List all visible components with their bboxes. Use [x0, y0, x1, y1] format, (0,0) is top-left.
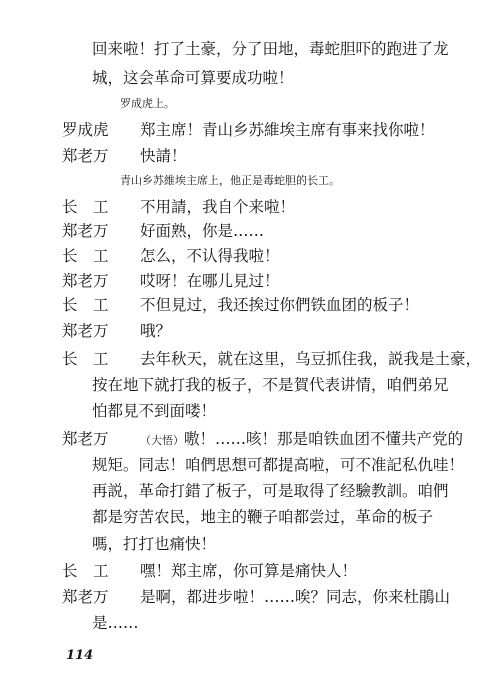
- dialog-text: 哎呀！在哪儿見过！: [140, 272, 280, 290]
- page-number: 114: [66, 648, 94, 663]
- speaker-name: 郑老万: [62, 222, 109, 240]
- dialog-text: 好面熟，你是……: [140, 222, 265, 240]
- dialog-text: 快請！: [140, 147, 187, 165]
- text-line: 按在地下就打我的板子，不是賀代表讲情，咱們弟兄: [92, 376, 449, 394]
- text-line: 怕都見不到面喽！: [92, 402, 217, 420]
- speaker-name: 罗成虎: [62, 121, 109, 139]
- text-line: 再説，革命打錯了板子，可是取得了经驗教訓。咱們: [92, 482, 449, 500]
- text-line: 回来啦！打了土豪，分了田地，毒蛇胆吓的跑进了龙: [92, 40, 449, 58]
- dialog-text: 不用請，我自个来啦！: [140, 198, 296, 216]
- text-line: 是……: [92, 614, 139, 632]
- dialog-text: 怎么，不认得我啦！: [140, 247, 280, 265]
- dialog-text: 郑主席！青山乡苏維埃主席有事来找你啦！: [140, 121, 435, 139]
- stage-direction: 罗成虎上。: [120, 97, 175, 110]
- speaker-name: 郑老万: [62, 147, 109, 165]
- speaker-name: 长 工: [62, 247, 109, 265]
- dialog-line: [140, 430, 463, 448]
- speaker-name: 郑老万: [62, 322, 109, 340]
- speaker-name: 长 工: [62, 296, 109, 314]
- text-line: 规矩。同志！咱們思想可都提高啦，可不准記私仇哇！: [92, 456, 465, 474]
- stage-direction: （大悟）: [140, 434, 184, 447]
- dialog-text: 是啊，都进步啦！……唉？同志，你来杜鵑山: [140, 588, 451, 606]
- dialog-text: 哦？: [140, 322, 172, 340]
- stage-direction: 青山乡苏維埃主席上，他正是毒蛇胆的长工。: [120, 174, 340, 187]
- dialog-text: 嘿！郑主席，你可算是痛快人！: [140, 562, 358, 580]
- text-line: 城，这会革命可算要成功啦！: [92, 69, 294, 87]
- speaker-name: 长 工: [62, 198, 109, 216]
- speaker-name: 郑老万: [62, 588, 109, 606]
- speaker-name: 郑老万: [62, 430, 109, 448]
- speaker-name: 长 工: [62, 350, 109, 368]
- speaker-name: 郑老万: [62, 272, 109, 290]
- dialog-text: 不但見过，我还挨过你們铁血团的板子！: [140, 296, 420, 314]
- text-line: 嗎，打打也痛快！: [92, 535, 217, 553]
- speaker-name: 长 工: [62, 562, 109, 580]
- dialog-text: 去年秋天，就在这里，乌豆抓住我，説我是土豪，: [140, 350, 482, 368]
- dialog-text: 嗷！……咳！那是咱铁血团不懂共产党的: [184, 430, 464, 448]
- text-line: 都是穷苦农民，地主的鞭子咱都尝过，革命的板子: [92, 508, 434, 526]
